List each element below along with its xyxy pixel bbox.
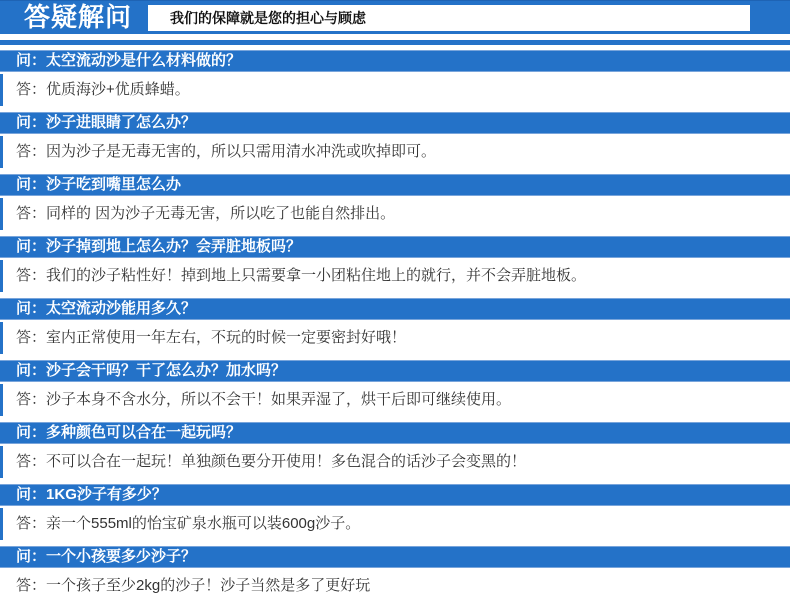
faq-item xyxy=(0,236,790,292)
question-bar xyxy=(0,112,790,134)
question-text: 太空流动沙能用多久？ xyxy=(46,300,197,317)
question-prefix: 问： xyxy=(16,238,47,255)
answer-prefix: 答： xyxy=(16,329,47,346)
answer-row xyxy=(0,570,790,602)
answer-text: 我们的沙子粘性好！掉到地上只需要拿一小团粘住地上的就行，并不会弄脏地板。 xyxy=(46,267,587,284)
faq-item xyxy=(0,546,790,602)
answer-text: 亲一个555ml的怡宝矿泉水瓶可以装600g沙子。 xyxy=(46,515,361,532)
tagline-box xyxy=(148,5,750,31)
question-prefix: 问： xyxy=(16,52,47,69)
answer-text: 同样的 因为沙子无毒无害，所以吃了也能自然排出。 xyxy=(46,205,396,222)
answer-text: 室内正常使用一年左右，不玩的时候一定要密封好哦！ xyxy=(46,329,407,346)
faq-item xyxy=(0,298,790,354)
question-prefix: 问： xyxy=(16,486,47,503)
question-bar xyxy=(0,484,790,506)
faq-item xyxy=(0,174,790,230)
answer-prefix: 答： xyxy=(16,515,47,532)
question-text: 1KG沙子有多少？ xyxy=(46,486,167,503)
question-bar xyxy=(0,50,790,72)
answer-text: 因为沙子是无毒无害的，所以只需用清水冲洗或吹掉即可。 xyxy=(46,143,437,160)
question-prefix: 问： xyxy=(16,114,47,131)
answer-text: 一个孩子至少2kg的沙子！沙子当然是多了更好玩 xyxy=(46,577,371,594)
faq-list xyxy=(0,50,790,602)
answer-row xyxy=(0,198,790,230)
question-text: 一个小孩要多少沙子？ xyxy=(46,548,197,565)
answer-row xyxy=(0,322,790,354)
answer-prefix: 答： xyxy=(16,453,47,470)
question-prefix: 问： xyxy=(16,424,47,441)
question-bar xyxy=(0,236,790,258)
answer-row xyxy=(0,508,790,540)
faq-item xyxy=(0,360,790,416)
question-text: 沙子掉到地上怎么办？会弄脏地板吗？ xyxy=(46,238,302,255)
answer-text: 沙子本身不含水分，所以不会干！如果弄湿了，烘干后即可继续使用。 xyxy=(46,391,512,408)
question-text: 多种颜色可以合在一起玩吗？ xyxy=(46,424,242,441)
question-prefix: 问： xyxy=(16,362,47,379)
answer-text: 优质海沙+优质蜂蜡。 xyxy=(46,81,190,98)
answer-row xyxy=(0,136,790,168)
faq-section-header xyxy=(0,0,790,34)
question-text: 沙子进眼睛了怎么办？ xyxy=(46,114,197,131)
faq-item xyxy=(0,112,790,168)
question-text: 太空流动沙是什么材料做的？ xyxy=(46,52,242,69)
answer-row xyxy=(0,446,790,478)
faq-item xyxy=(0,484,790,540)
question-bar xyxy=(0,174,790,196)
question-text: 沙子会干吗？干了怎么办？加水吗？ xyxy=(46,362,287,379)
question-prefix: 问： xyxy=(16,300,47,317)
question-prefix: 问： xyxy=(16,176,47,193)
answer-row xyxy=(0,74,790,106)
answer-prefix: 答： xyxy=(16,81,47,98)
answer-row xyxy=(0,260,790,292)
answer-prefix: 答： xyxy=(16,267,47,284)
question-prefix: 问： xyxy=(16,548,47,565)
answer-row xyxy=(0,384,790,416)
tagline-text: 我们的保障就是您的担心与顾虑 xyxy=(170,10,366,26)
answer-prefix: 答： xyxy=(16,391,47,408)
question-bar xyxy=(0,546,790,568)
question-bar xyxy=(0,360,790,382)
answer-prefix: 答： xyxy=(16,205,47,222)
question-bar xyxy=(0,422,790,444)
faq-item xyxy=(0,422,790,478)
answer-prefix: 答： xyxy=(16,143,47,160)
section-title: 答疑解问 xyxy=(24,2,133,32)
answer-text: 不可以合在一起玩！单独颜色要分开使用！多色混合的话沙子会变黑的！ xyxy=(46,453,527,470)
answer-prefix: 答： xyxy=(16,577,47,594)
question-bar xyxy=(0,298,790,320)
faq-item xyxy=(0,50,790,106)
question-text: 沙子吃到嘴里怎么办 xyxy=(46,176,182,193)
